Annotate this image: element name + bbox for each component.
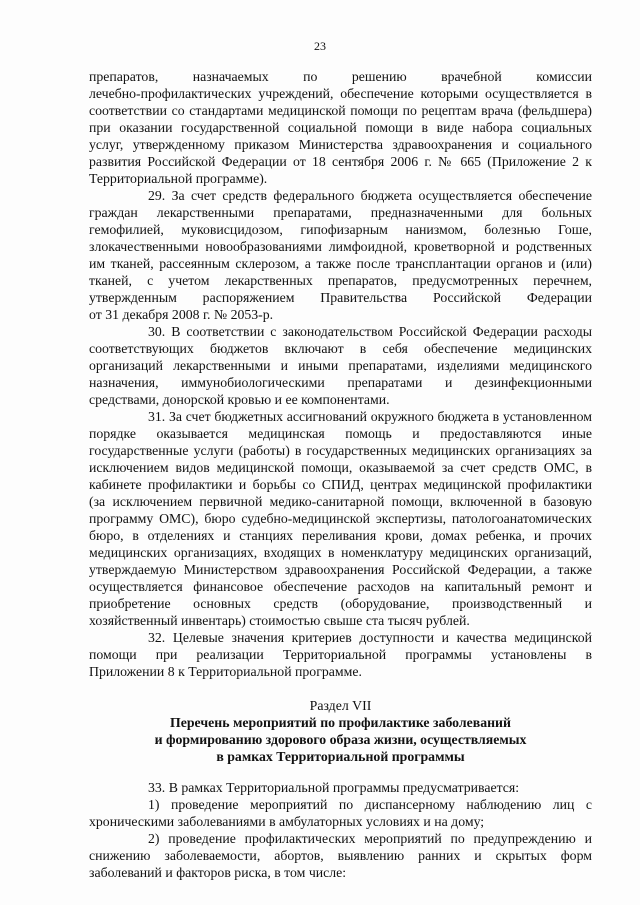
text-line: порядке оказывается медицинская помощь и предоставляются иные — [89, 426, 592, 441]
section-heading — [89, 697, 592, 765]
list-item-1 — [89, 796, 592, 830]
text-line: 29. За счет средств федерального бюджета осуществляется обеспечение — [148, 188, 592, 203]
text-line: соответствии со стандартами медицинской помощи по рецептам врача (фельдшера) — [89, 103, 592, 118]
paragraph-32 — [89, 629, 592, 680]
section-title-line: Перечень мероприятий по профилактике заболеваний — [170, 715, 511, 730]
text-line: бюро, в отделениях и станциях переливания крови, домах ребенка, и прочих — [89, 528, 592, 543]
section-label: Раздел VII — [309, 698, 372, 713]
text-line: развития Российской Федерации от 18 сентября 2006 г. № 665 (Приложение 2 к — [89, 154, 592, 169]
text-line: лечебно-профилактических учреждений, обеспечение которыми осуществляется в — [89, 86, 592, 101]
paragraph-31 — [89, 408, 592, 629]
section-title-line: в рамках Территориальной программы — [216, 749, 465, 764]
list-item-2 — [89, 830, 592, 881]
text-line: соответствующих бюджетов включают в себя обеспечение медицинских — [89, 341, 592, 356]
section-title-line: и формированию здорового образа жизни, осуществляемых — [154, 732, 527, 747]
text-line: Приложении 8 к Территориальной программе. — [89, 664, 362, 679]
text-line: заболеваний и факторов риска, в том числе: — [89, 865, 347, 880]
text-line: тканей, с учетом лекарственных препаратов, предусмотренных перечнем, — [89, 273, 592, 288]
text-line: хозяйственный инвентарь) стоимостью свыше ста тысяч рублей. — [89, 613, 470, 628]
text-line: им тканей, рассеянным склерозом, а также после трансплантации органов и (или) — [89, 256, 592, 271]
paragraph-29 — [89, 187, 592, 323]
text-line: утвержденным распоряжением Правительства Российской Федерации — [89, 290, 592, 305]
text-line: исключением видов медицинской помощи, оказываемой за счет средств ОМС, в — [89, 460, 592, 475]
text-line: при оказании государственной социальной помощи в виде набора социальных — [89, 120, 592, 135]
text-line: злокачественными новообразованиями лимфоидной, кроветворной и родственных — [89, 239, 592, 254]
page-number: 23 — [314, 39, 326, 53]
text-line: 33. В рамках Территориальной программы предусматривается: — [148, 780, 520, 795]
paragraph-33 — [89, 779, 592, 796]
text-line: 1) проведение мероприятий по диспансерному наблюдению лиц с — [148, 797, 592, 812]
text-line: 31. За счет бюджетных ассигнований окружного бюджета в установленном — [148, 409, 592, 424]
text-line: препаратов, назначаемых по решению врачебной комиссии — [89, 69, 592, 84]
text-line: организаций лекарственными и иными препаратами, изделиями медицинского — [89, 358, 592, 373]
paragraph-30 — [89, 323, 592, 408]
text-line: осуществляется финансовое обеспечение расходов на капитальный ремонт и — [89, 579, 592, 594]
text-line: кабинете профилактики и борьбы со СПИД, центрах медицинской профилактики — [89, 477, 592, 492]
text-line: приобретение основных средств (оборудование, производственный и — [89, 596, 592, 611]
text-line: помощи при реализации Территориальной программы установлены в — [89, 647, 592, 662]
text-line: (за исключением первичной медико-санитарной помощи, включенной в базовую — [89, 494, 592, 509]
text-line: услуг, утвержденному приказом Министерства здравоохранения и социального — [89, 137, 592, 152]
text-line: программу ОМС), бюро судебно-медицинской экспертизы, патологоанатомических — [89, 511, 592, 526]
text-line: хроническими заболеваниями в амбулаторных условиях и на дому; — [89, 814, 485, 829]
text-line: 30. В соответствии с законодательством Российской Федерации расходы — [148, 324, 592, 339]
text-line: от 31 декабря 2008 г. № 2053-р. — [89, 307, 274, 322]
text-line: снижению заболеваемости, абортов, выявлению ранних и скрытых форм — [89, 848, 592, 863]
text-line: 32. Целевые значения критериев доступности и качества медицинской — [148, 630, 592, 645]
text-line: граждан лекарственными препаратами, предназначенными для больных — [89, 205, 592, 220]
text-line: назначения, иммунобиологическими препаратами и дезинфекционными — [89, 375, 592, 390]
text-line: утверждаемую Министерством здравоохранения Российской Федерации, а также — [89, 562, 592, 577]
text-line: средствами, донорской кровью и ее компонентами. — [89, 392, 390, 407]
text-line: Территориальной программе). — [89, 171, 268, 186]
paragraph-28-continuation — [89, 68, 592, 187]
text-line: медицинских организациях, входящих в номенклатуру медицинских организаций, — [89, 545, 592, 560]
text-line: 2) проведение профилактических мероприятий по предупреждению и — [148, 831, 592, 846]
text-line: государственные услуги (работы) в государственных медицинских организациях за — [89, 443, 592, 458]
text-line: гемофилией, муковисцидозом, гипофизарным нанизмом, болезнью Гоше, — [89, 222, 592, 237]
